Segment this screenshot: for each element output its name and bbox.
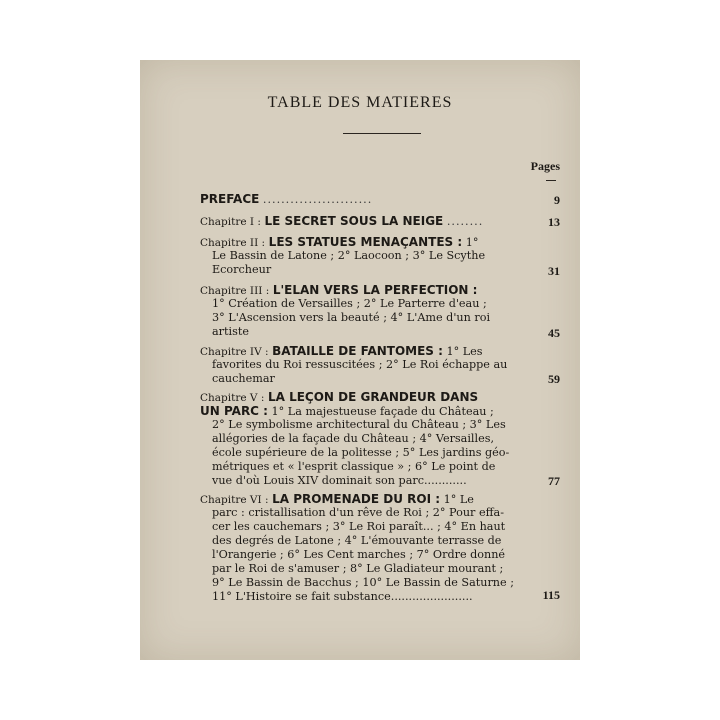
entry-line: favorites du Roi ressuscitées ; 2° Le Roi échappe au (212, 358, 508, 371)
heading-tail: 1° La majestueuse façade du Château ; (271, 405, 494, 418)
entry-line: vue d'où Louis XIV dominait son parc............ (212, 474, 467, 487)
heading-tail: 1° Les (446, 345, 483, 358)
page-number: 31 (548, 264, 560, 278)
entry-line: artiste (212, 325, 249, 338)
entry-line: 1° Création de Versailles ; 2° Le Parterre d'eau ; (212, 297, 487, 310)
page-title: TABLE DES MATIERES (267, 94, 453, 111)
toc-entry-chapter-6 (200, 492, 550, 604)
chapter-heading-cont: UN PARC : (200, 404, 268, 418)
entry-line: l'Orangerie ; 6° Les Cent marches ; 7° Ordre donné (212, 548, 506, 561)
chapter-label: Chapitre II : (200, 237, 266, 249)
chapter-heading: LA LEÇON DE GRANDEUR DANS (267, 390, 479, 404)
chapter-label: Chapitre I : (200, 216, 261, 228)
heading-tail: 1° Le (443, 493, 474, 506)
book-page (140, 60, 580, 660)
heading-tail: 1° (465, 236, 479, 249)
chapter-heading: BATAILLE DE FANTOMES : (272, 344, 443, 358)
toc-entry-chapter-5 (200, 390, 550, 488)
entry-line: parc : cristallisation d'un rêve de Roi ; 2° Pour effa- (212, 506, 504, 519)
leader-dots: ........ (446, 215, 484, 228)
page-number: 115 (542, 588, 560, 602)
entry-line: 3° L'Ascension vers la beauté ; 4° L'Ame d'un roi (212, 311, 491, 324)
entry-line: Ecorcheur (212, 263, 272, 276)
chapter-label: Chapitre IV : (200, 346, 269, 358)
entry-line: Le Bassin de Latone ; 2° Laocoon ; 3° Le Scythe (212, 249, 486, 262)
chapter-label: Chapitre VI : (200, 494, 269, 506)
title-rule (343, 133, 421, 134)
entry-line: 9° Le Bassin de Bacchus ; 10° Le Bassin de Saturne ; (212, 576, 514, 589)
chapter-label: Chapitre III : (200, 285, 270, 297)
page-number: 13 (548, 215, 560, 229)
entry-line: école supérieure de la politesse ; 5° Les jardins géo- (212, 446, 510, 459)
toc-entry-chapter-1 (200, 214, 550, 228)
page-number: 77 (548, 474, 560, 488)
toc-entry-chapter-2 (200, 235, 550, 277)
page-number: 45 (548, 326, 560, 340)
pages-column-label: Pages (530, 159, 560, 173)
page-number: 9 (554, 193, 560, 207)
chapter-heading: LES STATUES MENAÇANTES : (268, 235, 463, 249)
entry-line: métriques et « l'esprit classique » ; 6° Le point de (212, 460, 496, 473)
entry-heading: PREFACE (200, 192, 260, 206)
toc-entry-chapter-3 (200, 283, 550, 339)
chapter-label: Chapitre V : (200, 392, 265, 404)
leader-dots: ........................ (262, 193, 373, 206)
entry-line: allégories de la façade du Château ; 4° Versailles, (212, 432, 494, 445)
chapter-heading: L'ELAN VERS LA PERFECTION : (272, 283, 478, 297)
toc-entry-preface (200, 192, 550, 206)
entry-line: par le Roi de s'amuser ; 8° Le Gladiateur mourant ; (212, 562, 504, 575)
chapter-heading: LE SECRET SOUS LA NEIGE (264, 214, 444, 228)
chapter-heading: LA PROMENADE DU ROI : (272, 492, 441, 506)
entry-line: 11° L'Histoire se fait substance....................... (212, 590, 473, 603)
entry-line: 2° Le symbolisme architectural du Château ; 3° Les (212, 418, 506, 431)
entry-line: des degrés de Latone ; 4° L'émouvante terrasse de (212, 534, 502, 547)
entry-line: cer les cauchemars ; 3° Le Roi paraît... ; 4° En haut (212, 520, 506, 533)
page-number: 59 (548, 372, 560, 386)
pages-column-rule (546, 180, 556, 181)
entry-line: cauchemar (212, 372, 275, 385)
toc-entry-chapter-4 (200, 344, 550, 386)
